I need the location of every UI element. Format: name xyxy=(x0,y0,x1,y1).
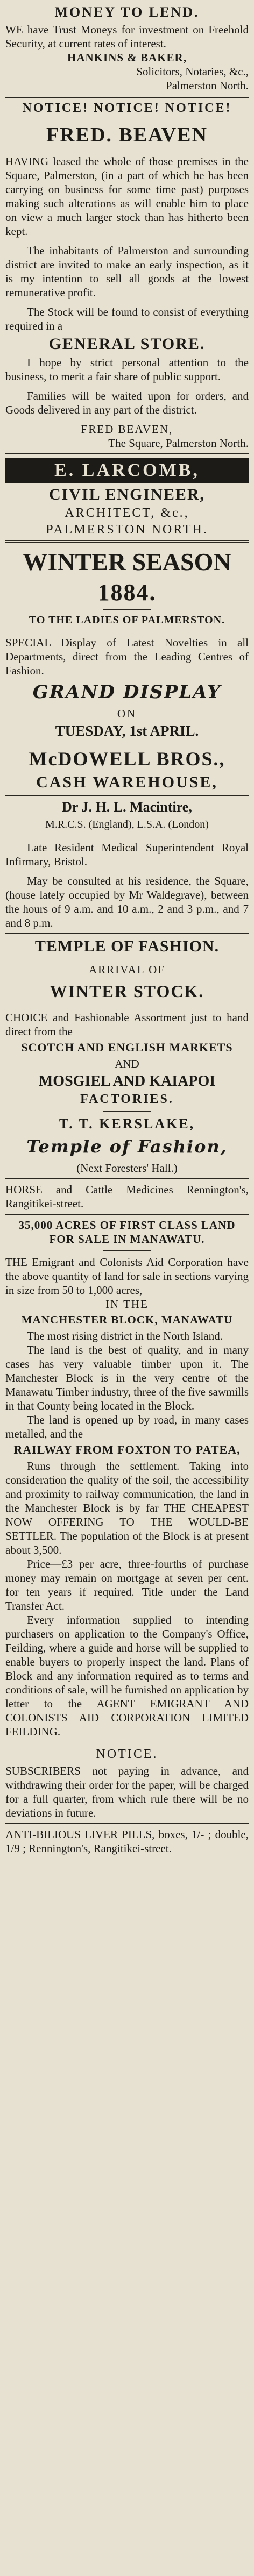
subscribers-notice xyxy=(5,1747,249,1820)
kerslake-mosgiel: MOSGIEL AND KAIAPOI xyxy=(38,1073,216,1090)
winter-grand: GRAND DISPLAY xyxy=(32,681,222,703)
kerslake-next: (Next Foresters' Hall.) xyxy=(76,1162,178,1175)
macintire-name: Dr J. H. L. Macintire, xyxy=(62,799,192,815)
kerslake-title: TEMPLE OF FASHION. xyxy=(34,937,220,955)
winter-to: TO THE LADIES OF PALMERSTON. xyxy=(29,614,225,626)
macintire-p1: Late Resident Medical Superintendent Royal Infirmary, Bristol. xyxy=(5,841,249,868)
divider xyxy=(5,96,249,98)
manawatu-p5: Runs through the settlement. Taking into consideration the quality of the soil, the accessibility and proximity to railway communication, the land in the Manchester Block is by far THE CHEAPEST NOW OFFERING TO THE WOULD-BE SETTLER. The population of the Block is at present about 3,500. xyxy=(5,1460,249,1556)
larcomb-sub: ARCHITECT, &c., xyxy=(65,506,189,520)
manawatu-in-the: IN THE xyxy=(105,1298,149,1311)
divider xyxy=(5,1742,249,1744)
manawatu-head: 35,000 ACRES OF FIRST CLASS LAND FOR SALE IN MANAWATU. xyxy=(18,1219,236,1246)
horse-medicines-ad xyxy=(5,1183,249,1211)
divider xyxy=(103,609,151,610)
winter-title: WINTER SEASON xyxy=(23,548,231,575)
winter-sub: CASH WAREHOUSE, xyxy=(36,773,218,791)
pills-text: ANTI-BILIOUS LIVER PILLS, boxes, 1/- ; double, 1/9 ; Rennington's, Rangitikei-street. xyxy=(5,1828,249,1855)
liver-pills-ad xyxy=(5,1827,249,1855)
winter-firm: McDOWELL BROS., xyxy=(29,748,225,770)
beaven-ad xyxy=(5,101,249,450)
money-to-lend-ad xyxy=(5,4,249,92)
manawatu-p1: THE Emigrant and Colonists Aid Corporation have the above quantity of land for sale in sections varying in size from 50 to 1,000 acres, xyxy=(5,1256,249,1297)
kerslake-p1: CHOICE and Fashionable Assortment just to hand direct from the xyxy=(5,1011,249,1038)
macintire-quals: M.R.C.S. (England), L.S.A. (London) xyxy=(45,819,209,830)
kerslake-factories: FACTORIES. xyxy=(80,1092,174,1106)
beaven-sig-place: The Square, Palmerston North. xyxy=(108,437,249,450)
manawatu-p6: Price—£3 per acre, three-fourths of purchase money may remain on mortgage at seven per cent. for ten years if required. Title under the Land Transfer Act. xyxy=(5,1557,249,1612)
kerslake-winter: WINTER STOCK. xyxy=(50,981,204,1001)
larcomb-title: CIVIL ENGINEER, xyxy=(48,486,206,503)
notice-title: NOTICE. xyxy=(96,1747,158,1761)
divider xyxy=(5,1823,249,1824)
beaven-p3: The Stock will be found to consist of everything required in a xyxy=(5,305,249,332)
winter-on: ON xyxy=(117,707,137,720)
beaven-name: FRED. BEAVEN xyxy=(46,124,208,146)
divider xyxy=(5,540,249,543)
kerslake-arrival: ARRIVAL OF xyxy=(89,963,165,976)
manawatu-p3: The land is the best of quality, and in many cases has very valuable timber upon it. The Manchester Block is in the very centre of the Manawatu Timber industry, three of the five sawmills in that County being located in the Block. xyxy=(5,1343,249,1412)
manawatu-block: MANCHESTER BLOCK, MANAWATU xyxy=(21,1313,233,1326)
winter-year: 1884. xyxy=(97,579,157,606)
beaven-notice: NOTICE! NOTICE! NOTICE! xyxy=(22,101,232,115)
kerslake-temple: Temple of Fashion, xyxy=(26,1136,228,1157)
divider xyxy=(5,1178,249,1179)
money-place: Palmerston North. xyxy=(166,79,249,92)
beaven-p5: Families will be waited upon for orders, and Goods delivered in any part of the district. xyxy=(5,389,249,416)
notice-p1: SUBSCRIBERS not paying in advance, and withdrawing their order for the paper, will be charged for a full quarter, from which rule there will be no deviations in future. xyxy=(5,1764,249,1819)
kerslake-and: AND xyxy=(115,1057,139,1070)
larcomb-ad xyxy=(5,458,249,537)
kerslake-name: T. T. KERSLAKE, xyxy=(59,1116,195,1132)
winter-p1: SPECIAL Display of Latest Novelties in all Departments, direct from the Leading Centres of Fashion. xyxy=(5,636,249,677)
money-title: MONEY TO LEND. xyxy=(54,4,200,20)
manawatu-p4: The land is opened up by road, in many cases metalled, and the xyxy=(5,1413,249,1440)
winter-season-ad xyxy=(5,546,249,792)
beaven-store: GENERAL STORE. xyxy=(48,335,206,353)
beaven-p4: I hope by strict personal attention to the business, to merit a fair share of public support. xyxy=(5,356,249,383)
kerslake-markets: SCOTCH AND ENGLISH MARKETS xyxy=(21,1041,233,1054)
divider xyxy=(5,933,249,934)
beaven-sig-name: FRED BEAVEN, xyxy=(81,423,173,436)
divider xyxy=(5,1214,249,1215)
beaven-p1: HAVING leased the whole of those premises in the Square, Palmerston, (in a part of which he has been carrying on business for some time past) purposes making such alterations as will enable him to place on view a much larger stock than has hitherto been kept. xyxy=(5,155,249,238)
kerslake-ad xyxy=(5,937,249,1175)
larcomb-name: E. LARCOMB, xyxy=(5,458,249,483)
money-role: Solicitors, Notaries, &c., xyxy=(136,65,249,78)
macintire-ad xyxy=(5,799,249,930)
manawatu-p7: Every information supplied to intending purchasers on application to the Company's Office, Feilding, where a guide and horse will be supplied to enable buyers to properly inspect the land. Plans of Block and any information required as to terms and conditions of sale, will be furnished on application by letter to the AGENT EMIGRANT AND COLONISTS AID CORPORATION LIMITED FEILDING. xyxy=(5,1613,249,1738)
manawatu-railway: RAILWAY FROM FOXTON TO PATEA, xyxy=(13,1443,241,1456)
divider xyxy=(5,795,249,796)
divider xyxy=(103,1250,151,1251)
winter-date: TUESDAY, 1st APRIL. xyxy=(55,723,199,739)
money-firm: HANKINS & BAKER, xyxy=(67,51,187,64)
divider xyxy=(103,1111,151,1112)
money-body: WE have Trust Moneys for investment on Freehold Security, at current rates of interest. xyxy=(5,23,249,50)
beaven-p2: The inhabitants of Palmerston and surrounding district are invited to make an early inspection, as it is my intention to sell all goods at the lowest remunerative profit. xyxy=(5,244,249,299)
manawatu-land-ad xyxy=(5,1218,249,1739)
divider xyxy=(5,453,249,454)
horse-text: HORSE and Cattle Medicines Rennington's, Rangitikei-street. xyxy=(5,1183,249,1210)
macintire-p2: May be consulted at his residence, the Square, (house lately occupied by Mr Waldegrave), between the hours of 9 a.m. and 10 a.m., 2 and 3 p.m., and 7 and 8 p.m. xyxy=(5,874,249,929)
larcomb-place: PALMERSTON NORTH. xyxy=(46,523,208,537)
manawatu-p2: The most rising district in the North Island. xyxy=(27,1329,223,1342)
